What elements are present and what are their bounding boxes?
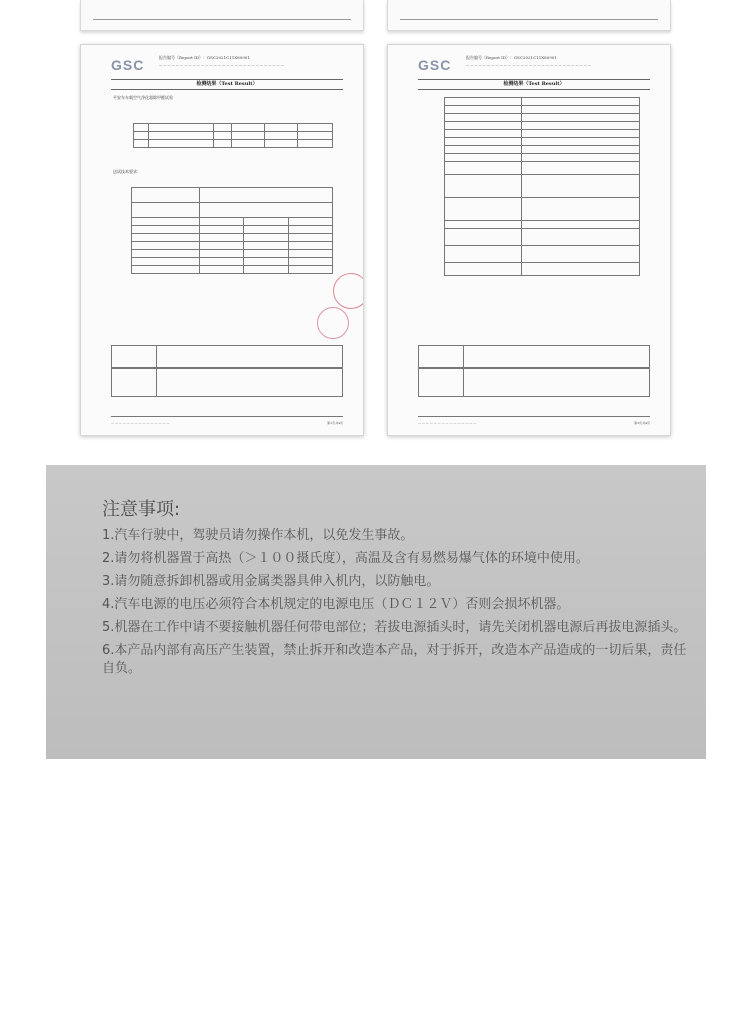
gsc-logo: GSC xyxy=(111,57,145,73)
notice-panel xyxy=(46,465,706,759)
report-footer: — — — — — — — — — — — — — — — xyxy=(111,421,170,425)
signature-box xyxy=(418,345,650,369)
gsc-logo: GSC xyxy=(418,57,452,73)
report-note: — — — — — — — — — — — — — — — — — — — — — — — — — — — — — — xyxy=(466,63,592,67)
notice-item: 1.汽车行驶中，驾驶员请勿操作本机，以免发生事故。 xyxy=(102,528,414,543)
previous-page-right xyxy=(387,0,671,31)
report-title: 检测结果（Test Result） xyxy=(111,79,343,90)
result-table-small xyxy=(133,123,333,148)
previous-pages-strip xyxy=(0,0,750,34)
report-section-2: 送试技术要求： xyxy=(113,169,141,174)
red-seal-stamp xyxy=(333,273,364,309)
notice-item: 2.请勿将机器置于高热（＞１００摄氏度），高温及含有易燃易爆气体的环境中使用。 xyxy=(102,551,589,566)
signature-box xyxy=(111,345,343,369)
notice-item: 5.机器在工作中请不要接触机器任何带电部位；若拔电源插头时，请先关闭机器电源后再拔电源插头。 xyxy=(102,620,687,635)
report-id: 报告编号（Report ID）：GSC2021C11X80901 xyxy=(466,55,557,60)
notice-item: 6.本产品内部有高压产生装置，禁止拆开和改造本产品，对于拆开，改造本产品造成的一切后果，责任自负。 xyxy=(102,643,687,676)
report-subtitle: 平安车车载空气净化器除甲醛试验 xyxy=(113,95,173,100)
notice-title: 注意事项: xyxy=(102,499,181,520)
spec-table xyxy=(131,187,333,274)
statement-box xyxy=(418,367,650,397)
page-number: 第3页共4页 xyxy=(634,421,650,425)
page-number: 第1页共4页 xyxy=(327,421,343,425)
test-report-page-right xyxy=(387,44,671,436)
report-id: 报告编号（Report ID）：GSC2021C11X80901 xyxy=(159,55,250,60)
notice-item: 4.汽车电源的电压必须符合本机规定的电源电压（ＤＣ１２Ｖ）否则会损坏机器。 xyxy=(102,597,570,612)
previous-page-left xyxy=(80,0,364,31)
test-report-page-left xyxy=(80,44,364,436)
report-title: 检测结果（Test Result） xyxy=(418,79,650,90)
notice-list xyxy=(102,527,692,683)
notice-item: 3.请勿随意拆卸机器或用金属类器具伸入机内，以防触电。 xyxy=(102,574,440,589)
red-seal-stamp-2 xyxy=(317,307,349,339)
report-note: — — — — — — — — — — — — — — — — — — — — — — — — — — — — — — xyxy=(159,63,285,67)
report-footer: — — — — — — — — — — — — — — — xyxy=(418,421,477,425)
spec-table xyxy=(444,97,640,276)
statement-box xyxy=(111,367,343,397)
